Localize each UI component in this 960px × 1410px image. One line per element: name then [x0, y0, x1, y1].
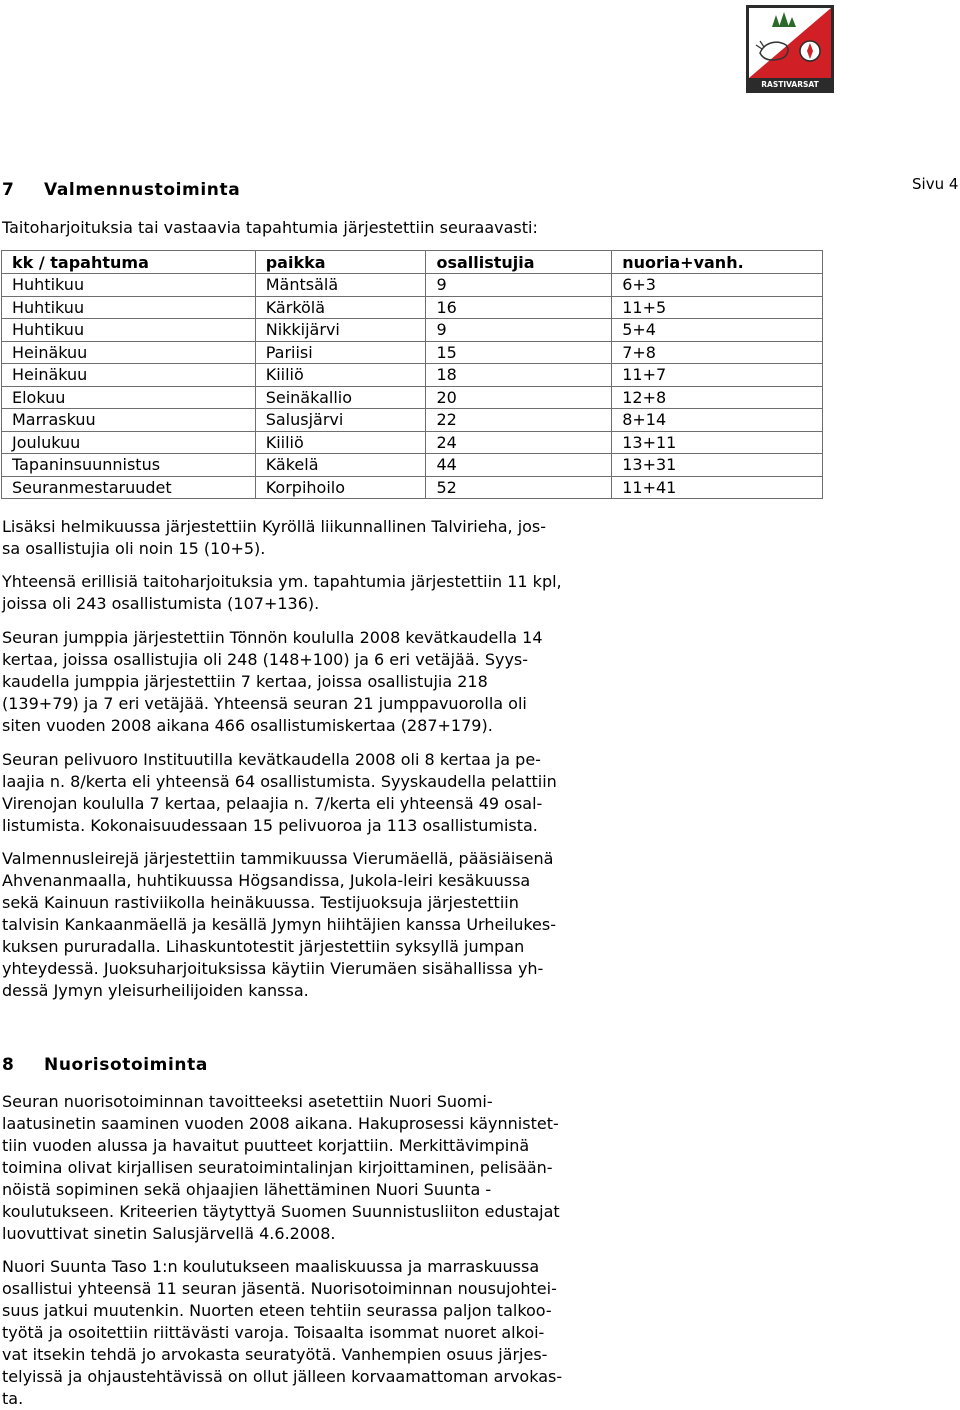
- table-row: [2, 431, 823, 454]
- body-paragraph: [2, 848, 662, 1002]
- paragraph-line: telyissä ja ohjaustehtävissä on ollut jälleen korvaamattoman arvokas-: [2, 1367, 563, 1386]
- paragraph-line: siten vuoden 2008 aikana 466 osallistumiskertaa (287+179).: [2, 716, 493, 735]
- table-cell: 12+8: [612, 386, 823, 409]
- paragraph-line: suus jatkui muutenkin. Nuorten eteen tehtiin seurassa paljon talkoo-: [2, 1301, 552, 1320]
- paragraph-line: Seuran nuorisotoiminnan tavoitteeksi asetettiin Nuori Suomi-: [2, 1092, 493, 1111]
- paragraph-line: Valmennusleirejä järjestettiin tammikuussa Vierumäellä, pääsiäisenä: [2, 849, 554, 868]
- paragraph-line: joissa oli 243 osallistumista (107+136).: [2, 594, 320, 613]
- table-cell: 11+5: [612, 296, 823, 319]
- table-cell: Seuranmestaruudet: [2, 476, 256, 499]
- table-cell: 24: [426, 431, 612, 454]
- body-paragraph: [2, 1256, 662, 1410]
- paragraph-line: laatusinetin saaminen vuoden 2008 aikana. Hakuprosessi käynnistet-: [2, 1114, 559, 1133]
- logo-text: RASTIVARSAT: [761, 80, 819, 89]
- table-cell: 22: [426, 409, 612, 432]
- table-cell: Marraskuu: [2, 409, 256, 432]
- table-cell: Elokuu: [2, 386, 256, 409]
- paragraph-line: Ahvenanmaalla, huhtikuussa Högsandissa, Jukola-leiri kesäkuussa: [2, 871, 531, 890]
- paragraph-line: sekä Kainuun rastiviikolla heinäkuussa. Testijuoksuja järjestettiin: [2, 893, 519, 912]
- paragraph-line: kaudella jumppia järjestettiin 7 kertaa, joissa osallistujia 218: [2, 672, 488, 691]
- table-row: [2, 409, 823, 432]
- body-paragraph: [2, 749, 662, 837]
- paragraph-line: koulutukseen. Kriteerien täytyttyä Suomen Suunnistusliiton edustajat: [2, 1202, 560, 1221]
- paragraph-line: Seuran pelivuoro Instituutilla kevätkaudella 2008 oli 8 kertaa ja pe-: [2, 750, 541, 769]
- paragraph-line: (139+79) ja 7 eri vetäjää. Yhteensä seuran 21 jumppavuorolla oli: [2, 694, 527, 713]
- paragraph-line: Lisäksi helmikuussa järjestettiin Kyröllä liikunnallinen Talvirieha, jos-: [2, 517, 547, 536]
- table-row: [2, 341, 823, 364]
- paragraph-line: vat itsekin tehdä jo arvokasta seuratyötä. Vanhempien osuus järjes-: [2, 1345, 548, 1364]
- body-paragraph: [2, 516, 662, 560]
- intro-text: Taitoharjoituksia tai vastaavia tapahtumia järjestettiin seuraavasti:: [2, 218, 538, 237]
- paragraph-line: Nuori Suunta Taso 1:n koulutukseen maaliskuussa ja marraskuussa: [2, 1257, 540, 1276]
- table-cell: 6+3: [612, 274, 823, 297]
- table-cell: 20: [426, 386, 612, 409]
- paragraph-line: nöistä sopiminen sekä ohjaajien lähettäminen Nuori Suunta -: [2, 1180, 492, 1199]
- table-cell: 8+14: [612, 409, 823, 432]
- section-number: 7: [2, 180, 15, 200]
- paragraph-line: työtä ja osoitettiin riittävästi varoja. Toisaalta isommat nuoret alkoi-: [2, 1323, 545, 1342]
- section-number: 8: [2, 1055, 15, 1075]
- table-row: [2, 296, 823, 319]
- table-cell: 7+8: [612, 341, 823, 364]
- section-title: Valmennustoiminta: [44, 180, 241, 200]
- paragraph-line: luovuttivat sinetin Salusjärvellä 4.6.2008.: [2, 1224, 336, 1243]
- paragraph-line: sa osallistujia oli noin 15 (10+5).: [2, 539, 266, 558]
- table-cell: Joulukuu: [2, 431, 256, 454]
- table-row: [2, 319, 823, 342]
- page-number: Sivu 4: [912, 175, 959, 193]
- table-cell: 9: [426, 319, 612, 342]
- training-events-table: [1, 250, 823, 499]
- paragraph-line: Yhteensä erillisiä taitoharjoituksia ym. tapahtumia järjestettiin 11 kpl,: [2, 572, 562, 591]
- section-7-heading: [2, 180, 240, 200]
- section-title: Nuorisotoiminta: [44, 1055, 208, 1075]
- section-8-heading: [2, 1055, 208, 1075]
- table-cell: Pariisi: [255, 341, 426, 364]
- table-cell: Kiiliö: [255, 364, 426, 387]
- table-cell: 44: [426, 454, 612, 477]
- rastivarsat-logo: [746, 5, 834, 93]
- paragraph-line: kertaa, joissa osallistujia oli 248 (148+100) ja 6 eri vetäjää. Syys-: [2, 650, 529, 669]
- paragraph-line: ta.: [2, 1389, 24, 1408]
- table-cell: Seinäkallio: [255, 386, 426, 409]
- table-cell: 18: [426, 364, 612, 387]
- table-cell: 11+7: [612, 364, 823, 387]
- table-cell: Heinäkuu: [2, 364, 256, 387]
- paragraph-line: Virenojan koululla 7 kertaa, pelaajia n. 7/kerta eli yhteensä 49 osal-: [2, 794, 543, 813]
- paragraph-line: dessä Jymyn yleisurheilijoiden kanssa.: [2, 981, 309, 1000]
- table-cell: Tapaninsuunnistus: [2, 454, 256, 477]
- table-cell: Käkelä: [255, 454, 426, 477]
- table-row: [2, 274, 823, 297]
- paragraph-line: tiin vuoden alussa ja havaitut puutteet korjattiin. Merkittävimpinä: [2, 1136, 530, 1155]
- table-cell: 13+11: [612, 431, 823, 454]
- table-row: [2, 386, 823, 409]
- table-cell: 11+41: [612, 476, 823, 499]
- table-cell: Korpihoilo: [255, 476, 426, 499]
- paragraph-line: kuksen pururadalla. Lihaskuntotestit järjestettiin syksyllä jumpan: [2, 937, 525, 956]
- body-paragraph: [2, 571, 662, 615]
- table-cell: Mäntsälä: [255, 274, 426, 297]
- column-header: osallistujia: [426, 251, 612, 274]
- table-cell: Heinäkuu: [2, 341, 256, 364]
- column-header: paikka: [255, 251, 426, 274]
- table-header-row: [2, 251, 823, 274]
- table-cell: Kiiliö: [255, 431, 426, 454]
- table-row: [2, 476, 823, 499]
- paragraph-line: listumista. Kokonaisuudessaan 15 pelivuoroa ja 113 osallistumista.: [2, 816, 538, 835]
- table-cell: 16: [426, 296, 612, 319]
- table-cell: Huhtikuu: [2, 296, 256, 319]
- table-cell: 15: [426, 341, 612, 364]
- body-paragraph: [2, 627, 662, 737]
- table-cell: Nikkijärvi: [255, 319, 426, 342]
- column-header: kk / tapahtuma: [2, 251, 256, 274]
- paragraph-line: laajia n. 8/kerta eli yhteensä 64 osallistumista. Syyskaudella pelattiin: [2, 772, 557, 791]
- table-cell: Salusjärvi: [255, 409, 426, 432]
- paragraph-line: toimina olivat kirjallisen seuratoimintalinjan kirjoittaminen, pelisään-: [2, 1158, 553, 1177]
- table-cell: 5+4: [612, 319, 823, 342]
- table-cell: Huhtikuu: [2, 274, 256, 297]
- body-paragraph: [2, 1091, 662, 1245]
- paragraph-line: talvisin Kankaanmäellä ja kesällä Jymyn hiihtäjien kanssa Urheilukes-: [2, 915, 556, 934]
- table-cell: Kärkölä: [255, 296, 426, 319]
- paragraph-line: Seuran jumppia järjestettiin Tönnön koululla 2008 kevätkaudella 14: [2, 628, 543, 647]
- table-row: [2, 454, 823, 477]
- table-cell: 9: [426, 274, 612, 297]
- column-header: nuoria+vanh.: [612, 251, 823, 274]
- paragraph-line: osallistui yhteensä 11 seuran jäsentä. Nuorisotoiminnan nousujohtei-: [2, 1279, 557, 1298]
- table-cell: 13+31: [612, 454, 823, 477]
- table-row: [2, 364, 823, 387]
- table-cell: 52: [426, 476, 612, 499]
- table-cell: Huhtikuu: [2, 319, 256, 342]
- paragraph-line: yhteydessä. Juoksuharjoituksissa käytiin Vierumäen sisähallissa yh-: [2, 959, 544, 978]
